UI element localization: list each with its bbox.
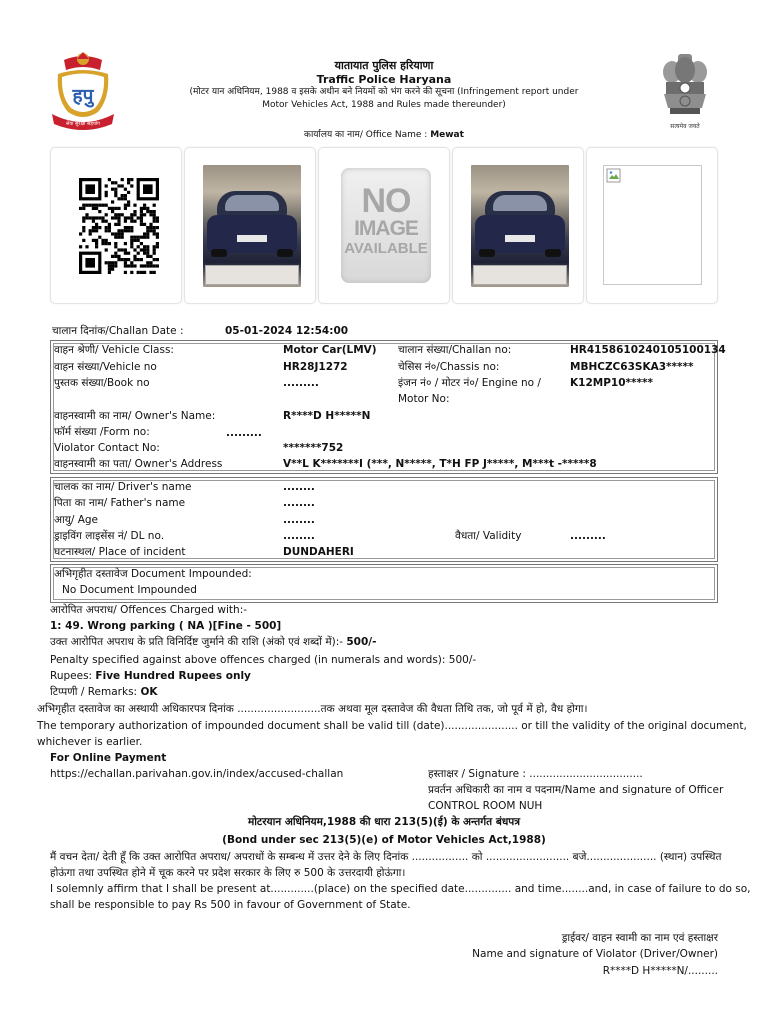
vehicle-photo-1[interactable]: [203, 165, 301, 287]
office-label: कार्यालय का नाम/ Office Name :: [304, 130, 428, 140]
form-no-value: .........: [226, 427, 262, 439]
chassis-no-value: MBHCZC63SKA3*****: [570, 361, 694, 373]
no-image-line-2: IMAGE: [354, 217, 418, 240]
father-name-value: ........: [283, 497, 315, 509]
no-image-cell: [318, 147, 450, 304]
engine-no-value: K12MP10*****: [570, 377, 653, 389]
subtitle-line-2: Motor Vehicles Act, 1988 and Rules made thereunder): [262, 100, 506, 110]
broken-image-cell: [586, 147, 718, 304]
place-of-incident-value: DUNDAHERI: [283, 546, 354, 558]
challan-no-label: चालान संख्या/Challan no:: [398, 344, 512, 356]
bond-hindi-line-2: होऊंगा तथा उपस्थित होने में चूक करने पर प्रदेश सरकार के लिए रु 500 के उत्तरदायी होऊंगा।: [50, 867, 406, 879]
bond-hindi-line-1: मैं वचन देता/ देती हूँ कि उक्त आरोपित अपराध/ अपराधों के सम्बन्ध में उत्तर देने के लिए दिनांक ................. को ......................... बजे..................... (स्थान) उपस्थित: [50, 851, 722, 863]
remarks-value: OK: [140, 686, 158, 698]
authorization-hindi: अभिगृहीत दस्तावेज का अस्थायी अधिकारपत्र दिनांक .........................तक अथवा मूल दस्तावेज की वैधता तिथि तक, जो पूर्व में हो, वैध होगा।: [37, 703, 588, 715]
book-no-value: .........: [283, 377, 319, 389]
penalty-hindi-amount: 500/-: [346, 636, 377, 648]
header-subtitle: [170, 86, 598, 112]
challan-date-label: चालान दिनांक/Challan Date :: [52, 325, 184, 337]
online-payment-url[interactable]: https://echallan.parivahan.gov.in/index/accused-challan: [50, 768, 344, 780]
validity-value: .........: [570, 530, 606, 542]
penalty-english: Penalty specified against above offences charged (in numerals and words): 500/-: [50, 654, 477, 666]
chassis-no-label: चेसिस नं०/Chassis no:: [398, 361, 500, 373]
offences-label: आरोपित अपराध/ Offences Charged with:-: [50, 604, 248, 616]
engine-no-label-2: Motor No:: [398, 393, 450, 405]
contact-no-label: Violator Contact No:: [54, 442, 160, 454]
documents-impounded-label: अभिगृहीत दस्तावेज Document Impounded:: [54, 568, 252, 580]
violator-signature-english: Name and signature of Violator (Driver/Owner): [472, 948, 718, 960]
haryana-police-logo: [50, 50, 116, 134]
logo-monogram: हपु: [72, 85, 94, 107]
owner-name-label: वाहनस्वामी का नाम/ Owner's Name:: [54, 410, 216, 422]
challan-date-value: 05-01-2024 12:54:00: [225, 325, 349, 337]
validity-label: वैधता/ Validity: [455, 530, 522, 542]
authorization-english-line-2: whichever is earlier.: [37, 736, 143, 748]
national-emblem: [658, 50, 712, 132]
title-english: Traffic Police Haryana: [316, 73, 452, 86]
contact-no-value: *******752: [283, 442, 344, 454]
broken-image[interactable]: [603, 165, 702, 285]
offence-item: 1: 49. Wrong parking ( NA )[Fine - 500]: [50, 620, 282, 632]
qr-code[interactable]: [79, 178, 159, 274]
authorization-english-line-1: The temporary authorization of impounded document shall be valid till (date)...................... or till the validity of the original document,: [37, 720, 747, 732]
evidence-image-strip: [50, 147, 718, 304]
violator-name-value: R****D H*****N/.........: [602, 965, 718, 977]
engine-no-label: इंजन नं० / मोटर नं०/ Engine no /: [398, 377, 541, 389]
bond-english-line-1: I solemnly affirm that I shall be present at.............(place) on the specified date.............. and time........and, in case of failure to do so,: [50, 883, 751, 895]
book-no-label: पुस्तक संख्या/Book no: [54, 377, 150, 389]
officer-label: प्रवर्तन अधिकारी का नाम व पदनाम/Name and signature of Officer: [428, 784, 724, 796]
vehicle-no-value: HR28J1272: [283, 361, 348, 373]
online-payment-label: For Online Payment: [50, 752, 167, 764]
vehicle-photo-1-cell: [184, 147, 316, 304]
signature-line: हस्ताक्षर / Signature : ..................................: [428, 768, 643, 780]
father-name-label: पिता का नाम/ Father's name: [54, 497, 186, 509]
vehicle-photo-2-cell: [452, 147, 584, 304]
penalty-hindi-text: उक्त आरोपित अपराध के प्रति विनिर्दिष्ट जुर्माने की राशि (अंको एवं शब्दों में):-: [50, 636, 344, 648]
challan-no-value: HR4158610240105100134: [570, 344, 726, 356]
dl-no-value: ........: [283, 530, 315, 542]
office-value: Mewat: [430, 130, 464, 140]
owner-address-value: V**L K*******I (***, N*****, T*H FP J*****, M***t -*****8: [283, 458, 597, 470]
owner-name-value: R****D H*****N: [283, 410, 371, 422]
vehicle-no-label: वाहन संख्या/Vehicle no: [54, 361, 157, 373]
owner-address-label: वाहनस्वामी का पता/ Owner's Address: [54, 458, 223, 470]
remarks-label: टिप्पणी / Remarks:: [50, 686, 138, 698]
form-no-label: फॉर्म संख्या /Form no:: [54, 426, 150, 438]
bond-english-line-2: shall be responsible to pay Rs 500 in favour of Government of State.: [50, 899, 411, 911]
remarks-line: [50, 686, 158, 699]
violator-signature-hindi: ड्राईवर/ वाहन स्वामी का नाम एवं हस्ताक्षर: [561, 932, 718, 944]
title-hindi: यातायात पुलिस हरियाणा: [334, 59, 434, 72]
documents-impounded-value: No Document Impounded: [62, 584, 197, 596]
officer-value: CONTROL ROOM NUH: [428, 800, 543, 812]
bond-title-hindi: मोटरयान अधिनियम,1988 की धारा 213(5)(ई) के अन्तर्गत बंधपत्र: [247, 816, 521, 828]
no-image-placeholder: [341, 168, 431, 283]
age-value: ........: [283, 514, 315, 526]
rupees-label: Rupees:: [50, 670, 93, 682]
rupees-value: Five Hundred Rupees only: [95, 670, 251, 682]
office-name: [0, 127, 768, 140]
emblem-caption: सत्यमेव जयते: [670, 123, 700, 130]
dl-no-label: ड्राइविंग लाइसेंस नं/ DL no.: [54, 530, 165, 542]
subtitle-line-1: (मोटर यान अधिनियम, 1988 व इसके अधीन बने नियमों को भंग करने की सूचना (Infringement report under: [189, 87, 579, 97]
no-image-line-3: AVAILABLE: [344, 240, 428, 257]
place-of-incident-label: घटनास्थल/ Place of incident: [54, 546, 186, 558]
vehicle-photo-2[interactable]: [471, 165, 569, 287]
broken-image-icon: [606, 168, 622, 184]
vehicle-class-label: वाहन श्रेणी/ Vehicle Class:: [54, 344, 174, 356]
logo-ribbon-text: सेवा सुरक्षा सहयोग: [66, 121, 100, 127]
qr-code-cell: [50, 147, 182, 304]
age-label: आयु/ Age: [54, 514, 99, 526]
rupees-line: [50, 670, 251, 683]
no-image-line-1: NO: [361, 182, 411, 220]
bond-title-english: (Bond under sec 213(5)(e) of Motor Vehicles Act,1988): [222, 834, 546, 846]
driver-name-value: ........: [283, 481, 315, 493]
vehicle-class-value: Motor Car(LMV): [283, 344, 377, 356]
driver-name-label: चालक का नाम/ Driver's name: [54, 481, 192, 493]
penalty-hindi: [50, 636, 377, 649]
